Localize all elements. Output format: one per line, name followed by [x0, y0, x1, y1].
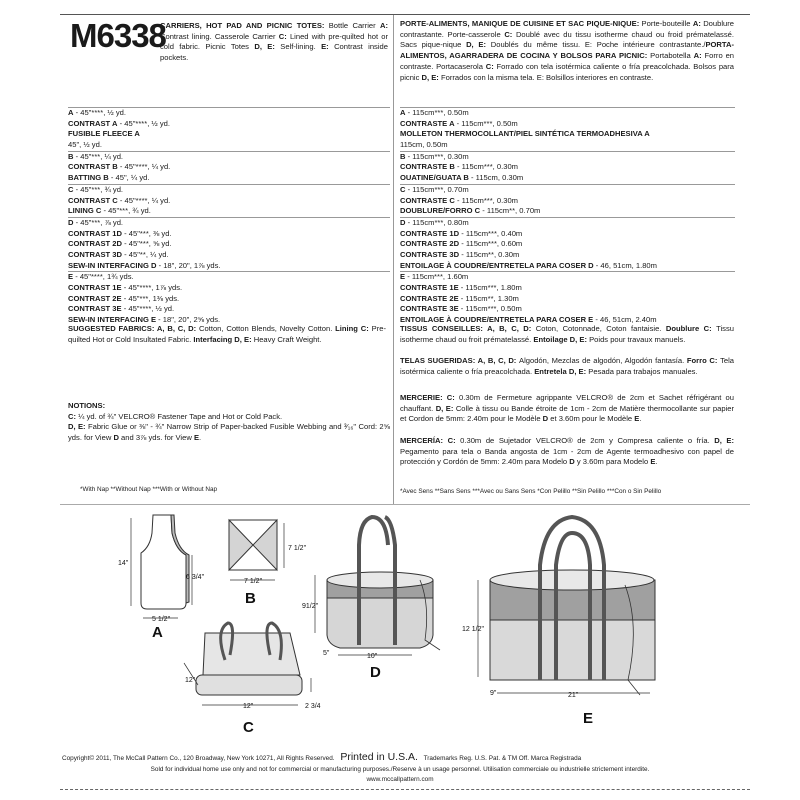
view-e-width: 21" — [568, 692, 579, 699]
printed-in: Printed in U.S.A. — [340, 751, 418, 763]
yardage-label: CONTRASTE B — [400, 162, 455, 172]
yardage-value: - 45"***, ⅝ yd. — [122, 239, 172, 249]
yardage-label: SEW-IN INTERFACING E — [68, 315, 157, 325]
yardage-value: - 115cm**, 0.30m — [459, 249, 520, 259]
view-b-label: B — [245, 590, 256, 607]
text: Tissu isotherme chaud ou froit prématelassé. — [400, 324, 734, 344]
yardage-group — [400, 107, 735, 151]
yardage-row — [400, 196, 735, 207]
top-rule — [60, 14, 750, 15]
yardage-value: - 45"****, ½ yd. — [73, 108, 126, 117]
yardage-row — [68, 218, 390, 229]
text: Forrado con tela isotérmica caliente o fría preacolchada. Bolsos para picnic — [400, 61, 735, 82]
bold-text: C: — [504, 29, 516, 39]
suggested-fabrics-en — [68, 324, 386, 345]
yardage-label: LINING C — [68, 206, 102, 216]
yardage-label: CONTRAST 1E — [68, 283, 122, 292]
yardage-value: - 115cm***, 0.50m — [454, 118, 518, 128]
yardage-value: - 45"***, ¾ yd. — [73, 184, 124, 194]
bold-text: MERCERÍA: C: — [400, 436, 461, 445]
bold-text: CARRIERS, HOT PAD AND PICNIC TOTES: — [160, 21, 329, 30]
text: Pesada para trabajos manuales. — [588, 366, 698, 376]
view-c-depth: 12" — [185, 677, 196, 684]
yardage-row — [68, 239, 390, 250]
description-fr-es — [400, 19, 734, 83]
description-en — [160, 21, 388, 64]
yardage-label: CONTRASTE 2D — [400, 239, 460, 249]
view-e-height: 12 1/2" — [462, 626, 484, 633]
yardage-label: CONTRAST A — [68, 118, 118, 128]
yardage-row — [400, 129, 735, 140]
yardage-value: 45", ½ yd. — [68, 140, 102, 150]
yardage-fr-es — [400, 107, 735, 326]
bold-text: A: — [692, 19, 704, 28]
yardage-row — [400, 250, 735, 261]
text: Colle à tissu ou Bande étroite de 1cm - 2cm de Matière thermocollante sur papier et Cordon de 5mm: 2.40m pour le Modèle — [400, 403, 734, 424]
view-d-depth: 5" — [323, 650, 330, 657]
yardage-value: - 115cm***, 0.30m — [405, 151, 469, 161]
yardage-label: A — [400, 108, 406, 117]
view-a-drawing — [131, 515, 192, 618]
view-c-width: 12" — [243, 703, 254, 710]
yardage-row — [68, 196, 390, 207]
yardage-row — [400, 283, 735, 294]
yardage-group — [68, 184, 390, 217]
text: Bottle Carrier — [328, 21, 380, 30]
text: et 3.60m pour le Modèle — [548, 414, 635, 424]
text: . — [639, 414, 642, 424]
bold-text: D, E: — [466, 40, 491, 50]
bold-text: Forro C: — [686, 356, 721, 365]
yardage-value: - 45"**, ¼ yd. — [122, 249, 169, 259]
yardage-label: CONTRASTE 3E — [400, 304, 459, 314]
yardage-row — [68, 272, 390, 283]
yardage-value: - 115cm**, 0.70m — [480, 206, 541, 216]
yardage-value: - 45"***, ⅜ yd. — [122, 228, 172, 238]
yardage-label: D — [400, 217, 406, 227]
yardage-value: - 115cm, 0.30m — [468, 173, 524, 183]
yardage-row — [400, 304, 735, 315]
view-c-label: C — [243, 719, 254, 736]
yardage-label: CONTRAST 2D — [68, 239, 123, 249]
text: Pre-quilted Hot or Cold Insultated Fabric. — [68, 324, 386, 344]
text: Algodón, Mezclas de algodón, Algodón fantasía. — [519, 356, 687, 365]
text: . — [655, 457, 658, 467]
view-e-drawing — [478, 517, 655, 695]
yardage-value: - 18", 20", 1⅞ yds. — [156, 260, 221, 270]
yardage-label: CONTRASTE 3D — [400, 249, 460, 259]
notions-en — [68, 401, 390, 444]
yardage-row — [400, 119, 735, 130]
text: . — [199, 433, 202, 443]
yardage-value: - 45", ¼ yd. — [108, 173, 150, 183]
yardage-row — [68, 304, 390, 315]
yardage-value: - 115cm***, 0.60m — [459, 239, 523, 249]
bold-text: D, E: — [68, 422, 88, 432]
yardage-label: CONTRAST 1D — [68, 228, 123, 238]
yardage-row — [400, 239, 735, 250]
yardage-value: - 45"****, 1¾ yds. — [73, 272, 134, 282]
text: Pegamento para tela o Banda angosta de 1cm - 2cm de Agente termoadhesivo con papel de protección y Cordón de 5mm: 2.40m para Modelo — [400, 446, 734, 467]
yardage-label: DOUBLURE/FORRO C — [400, 206, 481, 216]
yardage-row — [400, 206, 735, 217]
bold-text: C: — [278, 31, 290, 41]
text: Cotton, Cotton Blends, Novelty Cotton. — [199, 324, 336, 333]
usage-notice: Sold for individual home use only and not for commercial or manufacturing purposes./Reserve à un usage personnel. Utilisation commerciale ou industrielle strictement interdite. — [150, 766, 650, 773]
bold-text: A: — [693, 51, 705, 61]
yardage-group — [68, 151, 390, 184]
bold-text: SUGGESTED FABRICS: A, B, C, D: — [68, 324, 200, 333]
yardage-row — [68, 294, 390, 305]
bold-text: E — [193, 433, 200, 443]
text: Doublé avec du tissu isotherme chaud ou froid prématelassé. Sacs pique-nique — [400, 29, 734, 50]
view-a-width: 5 1/2" — [152, 616, 171, 623]
yardage-row — [68, 261, 390, 272]
yardage-en — [68, 107, 390, 326]
yardage-value: - 45"***, 1⅜ yds. — [121, 293, 180, 303]
yardage-value: - 45"***, ¾ yd. — [101, 206, 151, 216]
yardage-value: - 45"***, ⅞ yd. — [73, 217, 124, 227]
yardage-row — [68, 185, 390, 196]
view-c-drawing — [184, 623, 311, 705]
yardage-label: C — [68, 184, 74, 194]
yardage-row — [400, 229, 735, 240]
yardage-label: MOLLETON THERMOCOLLANT/PIEL SINTÉTICA TERMOADHESIVA A — [400, 129, 650, 139]
yardage-group — [68, 271, 390, 325]
yardage-value: - 115cm***, 0.70m — [405, 184, 469, 194]
yardage-value: - 46, 51cm, 1.80m — [593, 260, 657, 270]
view-d-drawing — [315, 517, 440, 655]
copyright: Copyright© 2011, The McCall Pattern Co., 120 Broadway, New York 10271, All Rights Reserved. — [62, 755, 335, 762]
notions-es — [400, 436, 734, 468]
yardage-row — [68, 250, 390, 261]
yardage-group — [68, 217, 390, 271]
website: www.mccallpattern.com — [366, 776, 434, 783]
bold-text: C: — [68, 411, 79, 421]
suggested-fabrics-fr — [400, 324, 734, 345]
view-c-height: 2 3/4 — [305, 703, 321, 710]
yardage-value: - 45"****, ½ yd. — [117, 118, 171, 128]
yardage-group — [400, 217, 735, 271]
text: 0.30m de Fermeture agrippante VELCRO® de 2cm et Sachet réfrigérant ou chauffant. — [400, 393, 734, 413]
yardage-value: - 115cm***, 0.30m — [454, 195, 519, 205]
yardage-label: SEW-IN INTERFACING D — [68, 260, 157, 270]
yardage-label: OUATINE/GUATA B — [400, 173, 469, 183]
text: Self-lining. — [280, 42, 322, 52]
yardage-row — [68, 140, 390, 151]
yardage-label: CONTRASTE A — [400, 118, 455, 128]
bold-text: PORTE-ALIMENTS, MANIQUE DE CUISINE ET SAC PIQUE-NIQUE: — [400, 19, 642, 28]
yardage-value: - 115cm***, 1.60m — [405, 272, 469, 282]
yardage-label: CONTRAST B — [68, 162, 118, 172]
bold-text: E — [634, 414, 640, 424]
yardage-value: - 115cm***, 0.50m — [405, 108, 469, 117]
yardage-group — [400, 151, 735, 184]
yardage-label: CONTRASTE 1E — [400, 283, 459, 292]
view-e-depth: 9" — [490, 690, 497, 697]
yardage-value: - 115cm***, 0.50m — [458, 304, 522, 314]
yardage-row — [400, 272, 735, 283]
yardage-value: - 45"***, ¼ yd. — [73, 151, 124, 161]
bold-text: MERCERIE: C: — [400, 393, 459, 402]
text: Porte-bouteille — [641, 19, 693, 28]
yardage-label: E — [400, 272, 406, 282]
yardage-row — [400, 294, 735, 305]
yardage-value: - 115cm***, 0.40m — [459, 228, 523, 238]
yardage-value: - 18", 20", 2⅝ yds. — [156, 315, 221, 325]
yardage-value: - 45"****, ¼ yd. — [117, 162, 171, 172]
yardage-value: - 46, 51cm, 2.40m — [593, 315, 657, 325]
yardage-group — [400, 184, 735, 217]
bold-text: E: — [321, 42, 335, 52]
yardage-group — [68, 107, 390, 151]
bold-text: A: — [379, 21, 388, 30]
yardage-label: E — [68, 272, 74, 282]
yardage-row — [400, 152, 735, 163]
notions-title: NOTIONS: — [68, 401, 106, 410]
yardage-row — [400, 173, 735, 184]
column-divider — [393, 15, 394, 505]
bold-text: D, E: — [714, 436, 734, 445]
yardage-row — [68, 129, 390, 140]
yardage-value: 115cm, 0.50m — [400, 140, 448, 150]
pattern-number: M6338 — [70, 17, 166, 54]
notions-line-de — [68, 422, 390, 443]
bold-text: Entretela D, E: — [534, 366, 589, 376]
text: 0.30m de Sujetador VELCRO® de 2cm y Compresa caliente o fría. — [460, 436, 715, 445]
yardage-row — [400, 218, 735, 229]
bold-text: D, E: — [421, 72, 441, 82]
bold-text: D, E: — [435, 403, 456, 413]
text: y 3.60m para Modelo — [574, 457, 651, 467]
yardage-row — [68, 283, 390, 294]
text: ¼ yd. of ¾" VELCRO® Fastener Tape and Hot or Cold Pack. — [78, 411, 283, 421]
text: Fabric Glue or ⅜" - ¾" Narrow Strip of Paper-backed Fusible Webbing and ³⁄₁₆" Cord: 2⅝ yds. for View — [68, 422, 390, 443]
yardage-value: - 115cm***, 0.30m — [454, 162, 519, 172]
nap-note-en: *With Nap **Without Nap ***With or Without Nap — [80, 486, 218, 493]
yardage-row — [68, 119, 390, 130]
yardage-label: C — [400, 184, 406, 194]
view-b-width: 7 1/2" — [244, 578, 263, 585]
yardage-group — [400, 271, 735, 325]
nap-note-fr-es: *Avec Sens **Sans Sens ***Avec ou Sans Sens *Con Pelillo **Sin Pelillo ***Con o Sin Pelillo — [400, 488, 662, 495]
bold-text: PORTA-ALIMENTOS, AGARRADERA DE COCINA Y BOLSOS PARA PICNIC: — [400, 40, 734, 61]
bold-text: Interfacing D, E: — [193, 334, 254, 344]
yardage-row — [400, 108, 735, 119]
yardage-row — [68, 206, 390, 217]
bold-text: D — [569, 457, 575, 467]
text: Lined with pre-quilted hot or cold fabric. Picnic Totes — [160, 31, 388, 52]
view-d-label: D — [370, 664, 381, 681]
suggested-fabrics-es — [400, 356, 734, 377]
yardage-label: CONTRAST 2E — [68, 293, 122, 303]
yardage-value: - 115cm***, 0.80m — [405, 217, 469, 227]
yardage-label: CONTRASTE C — [400, 195, 455, 205]
yardage-label: BATTING B — [68, 173, 109, 183]
footer-line-1 — [62, 751, 742, 763]
yardage-value: - 45"****, ¼ yd. — [117, 195, 171, 205]
text: Doublés du même tissu. E: Poche intérieure contrastante./ — [490, 40, 706, 50]
text: and 3⅞ yds. for View — [118, 433, 194, 443]
trademark: Trademarks Reg. U.S. Pat. & TM Off. Marca Registrada — [423, 755, 582, 762]
yardage-value: - 115cm**, 1.30m — [458, 293, 519, 303]
view-d-height: 91/2" — [302, 603, 319, 610]
view-b-height: 7 1/2" — [288, 545, 307, 552]
cut-line — [60, 789, 750, 790]
text: Doublure contrastante. Porte-casserole — [400, 19, 735, 39]
bold-text: Entoilage D, E: — [533, 334, 590, 344]
yardage-row — [400, 261, 735, 272]
yardage-label: CONTRASTE 2E — [400, 293, 459, 303]
bold-text: D, E: — [254, 42, 281, 52]
text: Tela isotérmica caliente o fría preacolchada. — [400, 356, 734, 376]
bold-text: Lining C: — [335, 324, 372, 333]
yardage-row — [68, 108, 390, 119]
yardage-label: CONTRAST C — [68, 195, 118, 205]
bold-text: D — [113, 433, 119, 443]
text: Heavy Craft Weight. — [253, 334, 322, 344]
yardage-row — [400, 162, 735, 173]
text: Forrados con la misma tela. E: Bolsillos interiores en contraste. — [440, 72, 654, 82]
view-b-drawing — [229, 520, 284, 580]
yardage-row — [68, 162, 390, 173]
view-d-width: 10" — [367, 653, 378, 660]
notions-line-c — [68, 412, 390, 423]
view-illustrations — [0, 505, 800, 740]
yardage-value: - 45"****, ½ yd. — [121, 304, 175, 314]
view-a-label: A — [152, 624, 163, 641]
yardage-row — [400, 140, 735, 151]
yardage-label: FUSIBLE FLEECE A — [68, 129, 140, 139]
bold-text: Doublure C: — [665, 324, 717, 333]
bold-text: D — [542, 414, 549, 424]
yardage-value: - 115cm***, 1.80m — [458, 283, 522, 292]
yardage-label: CONTRAST 3E — [68, 304, 122, 314]
view-a-side: 6 3/4" — [186, 574, 205, 581]
bold-text: C: — [485, 61, 497, 71]
notions-fr — [400, 393, 734, 425]
yardage-label: CONTRASTE 1D — [400, 228, 460, 238]
yardage-label: ENTOILAGE À COUDRE/ENTRETELA PARA COSER E — [400, 315, 594, 325]
yardage-row — [68, 229, 390, 240]
yardage-label: ENTOILAGE À COUDRE/ENTRETELA PARA COSER D — [400, 260, 594, 270]
yardage-row — [400, 185, 735, 196]
bold-text: TISSUS CONSEILLES: A, B, C, D: — [400, 324, 536, 333]
yardage-label: D — [68, 217, 74, 227]
text: Portabotella — [650, 51, 694, 61]
view-a-height: 14" — [118, 560, 129, 567]
yardage-row — [68, 152, 390, 163]
yardage-label: CONTRAST 3D — [68, 249, 123, 259]
yardage-label: B — [400, 151, 406, 161]
text: Contrast lining. Casserole Carrier — [160, 31, 279, 41]
text: Contrast inside pockets. — [160, 42, 388, 63]
text: Forro en contraste. Portacaserola — [400, 51, 735, 71]
bold-text: TELAS SUGERIDAS: A, B, C, D: — [400, 356, 519, 365]
bold-text: E — [650, 457, 656, 467]
text: Coton, Cotonnade, Coton fantaisie. — [535, 324, 666, 333]
text: Poids pour travaux manuels. — [589, 334, 686, 344]
yardage-label: B — [68, 151, 74, 161]
view-e-label: E — [583, 710, 594, 727]
yardage-value: - 45"****, 1⅞ yds. — [121, 283, 183, 292]
yardage-label: A — [68, 108, 74, 117]
yardage-row — [68, 173, 390, 184]
